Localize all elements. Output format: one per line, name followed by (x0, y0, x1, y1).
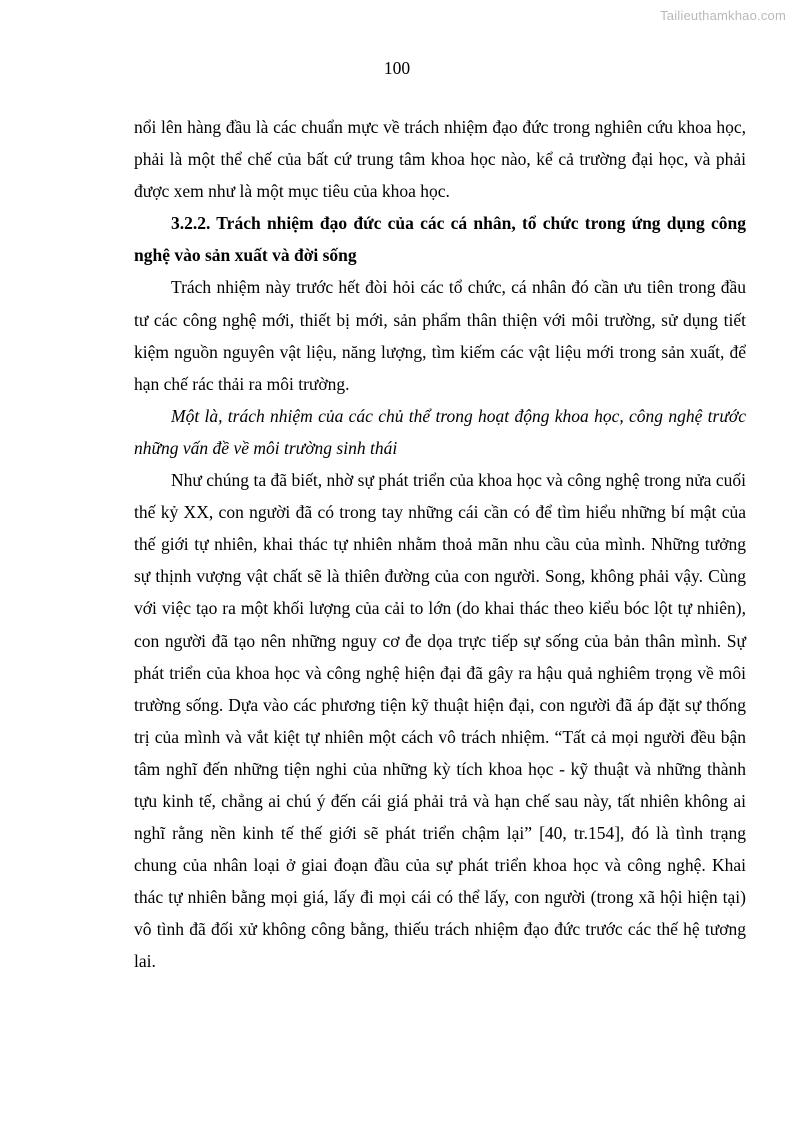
page-number: 100 (383, 58, 411, 78)
paragraph: Như chúng ta đã biết, nhờ sự phát triển của khoa học và công nghệ trong nửa cuối thế kỷ XX, con người đã có trong tay những cái cần có để tìm hiểu những bí mật của thế giới tự nhiên, khai thác tự nhiên nhằm thoả mãn nhu cầu của mình. Những tưởng sự thịnh vượng vật chất sẽ là thiên đường của con người. Song, không phải vậy. Cùng với việc tạo ra một khối lượng của cải to lớn (do khai thác theo kiểu bóc lột tự nhiên), con người đã tạo nên những nguy cơ đe dọa trực tiếp sự sống của bản thân mình. Sự phát triển của khoa học và công nghệ hiện đại đã gây ra hậu quả nghiêm trọng về môi trường sống. Dựa vào các phương tiện kỹ thuật hiện đại, con người đã áp đặt sự thống trị của mình và vắt kiệt tự nhiên một cách vô trách nhiệm. “Tất cả mọi người đều bận tâm nghĩ đến những tiện nghi của những kỳ tích khoa học - kỹ thuật và những thành tựu kinh tế, chẳng ai chú ý đến cái giá phải trả và hạn chế sau này, tất nhiên không ai nghĩ rằng nền kinh tế thế giới sẽ phát triển chậm lại” [40, tr.154], đó là tình trạng chung của nhân loại ở giai đoạn đầu của sự phát triển khoa học và công nghệ. Khai thác tự nhiên bằng mọi giá, lấy đi mọi cái có thể lấy, con người (trong xã hội hiện tại) vô tình đã đối xử không công bằng, thiếu trách nhiệm đạo đức trước các thế hệ tương lai. (134, 470, 746, 972)
paragraph-continuation: nổi lên hàng đầu là các chuẩn mực về trách nhiệm đạo đức trong nghiên cứu khoa học, phải là một thể chế của bất cứ trung tâm khoa học nào, kể cả trường đại học, và phải được xem như là một mục tiêu của khoa học. (134, 117, 746, 202)
italic-subheading: Một là, trách nhiệm của các chủ thể trong hoạt động khoa học, công nghệ trước những vấn đề về môi trường sinh thái (134, 405, 746, 458)
document-body (134, 111, 746, 978)
watermark: Tailieuthamkhao.com (660, 8, 786, 23)
paragraph: Trách nhiệm này trước hết đòi hỏi các tổ chức, cá nhân đó cần ưu tiên trong đầu tư các công nghệ mới, thiết bị mới, sản phẩm thân thiện với môi trường, sử dụng tiết kiệm nguồn nguyên vật liệu, năng lượng, tìm kiếm các vật liệu mới trong sản xuất, để hạn chế rác thải ra môi trường. (134, 277, 746, 394)
section-heading: 3.2.2. Trách nhiệm đạo đức của các cá nhân, tổ chức trong ứng dụng công nghệ vào sản xuất và đời sống (134, 213, 746, 266)
